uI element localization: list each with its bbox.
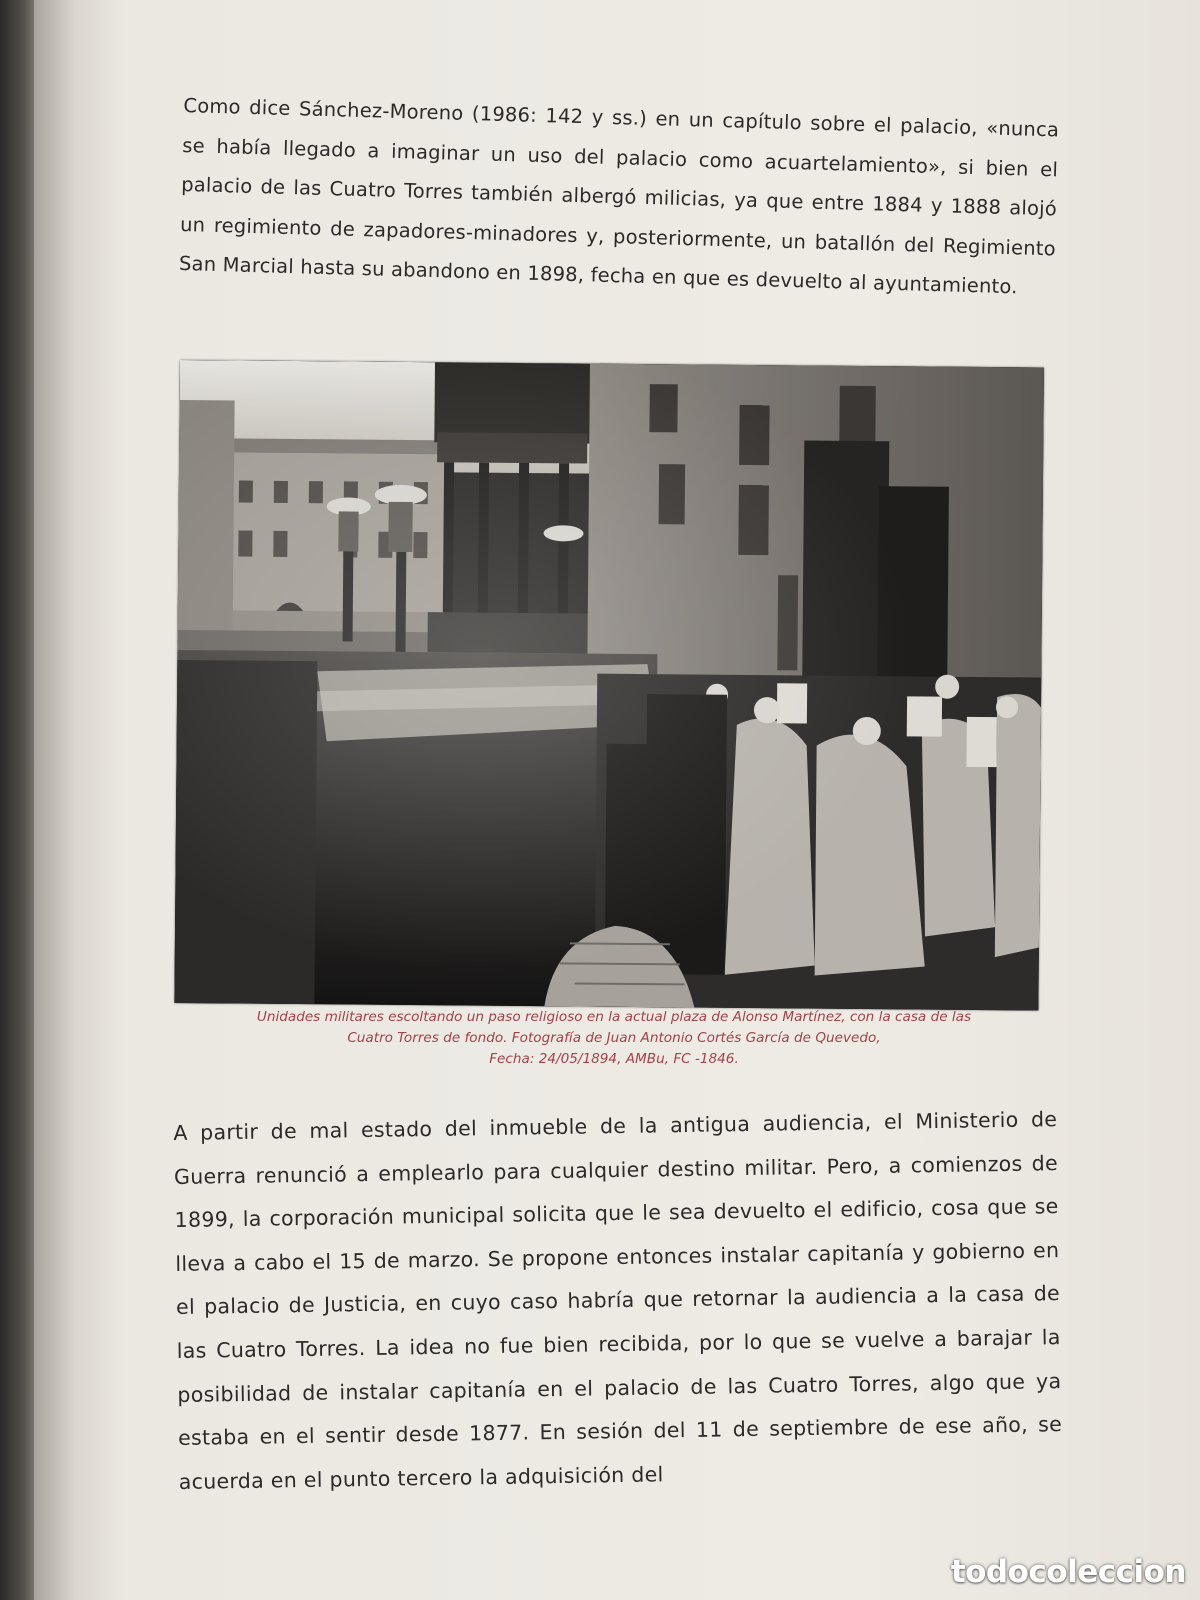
book-page	[34, 0, 1200, 1600]
photo-caption	[180, 1007, 1048, 1070]
caption-line-3: Fecha: 24/05/1894, AMBu, FC -1846.	[489, 1051, 739, 1067]
caption-line-2: Cuatro Torres de fondo. Fotografía de Juan Antonio Cortés García de Quevedo,	[347, 1030, 881, 1046]
photo-procession-image	[174, 360, 1044, 1011]
historical-photo	[174, 360, 1044, 1011]
paragraph-1: Como dice Sánchez-Moreno (1986: 142 y ss.) en un capítulo sobre el palacio, «nunca se había llegado a imaginar un uso del palacio como acuartelamiento», si bien el palacio de las Cuatro Torres también albergó milicias, ya que entre 1884 y 1888 alojó un regimiento de zapadores-minadores y, posteriormente, un batallón del Regimiento San Marcial hasta su abandono en 1898, fecha en que es devuelto al ayuntamiento.	[178, 93, 1060, 299]
watermark-logo: todocoleccion	[950, 1554, 1186, 1590]
caption-line-1: Unidades militares escoltando un paso religioso en la actual plaza de Alonso Martínez, con la casa de las	[256, 1009, 972, 1025]
paragraph-2: A partir de mal estado del inmueble de la antigua audiencia, el Ministerio de Guerra renunció a emplearlo para cualquier destino militar. Pero, a comienzos de 1899, la corporación municipal solicita que le sea devuelto el edificio, cosa que se lleva a cabo el 15 de marzo. Se propone entonces instalar capitanía y gobierno en el palacio de Justicia, en cuyo caso habría que retornar la audiencia a la casa de las Cuatro Torres. La idea no fue bien recibida, por lo que se vuelve a barajar la posibilidad de instalar capitanía en el palacio de las Cuatro Torres, algo que ya estaba en el sentir desde 1877. En sesión del 11 de septiembre de ese año, se acuerda en el punto tercero la adquisición del	[173, 1107, 1063, 1494]
